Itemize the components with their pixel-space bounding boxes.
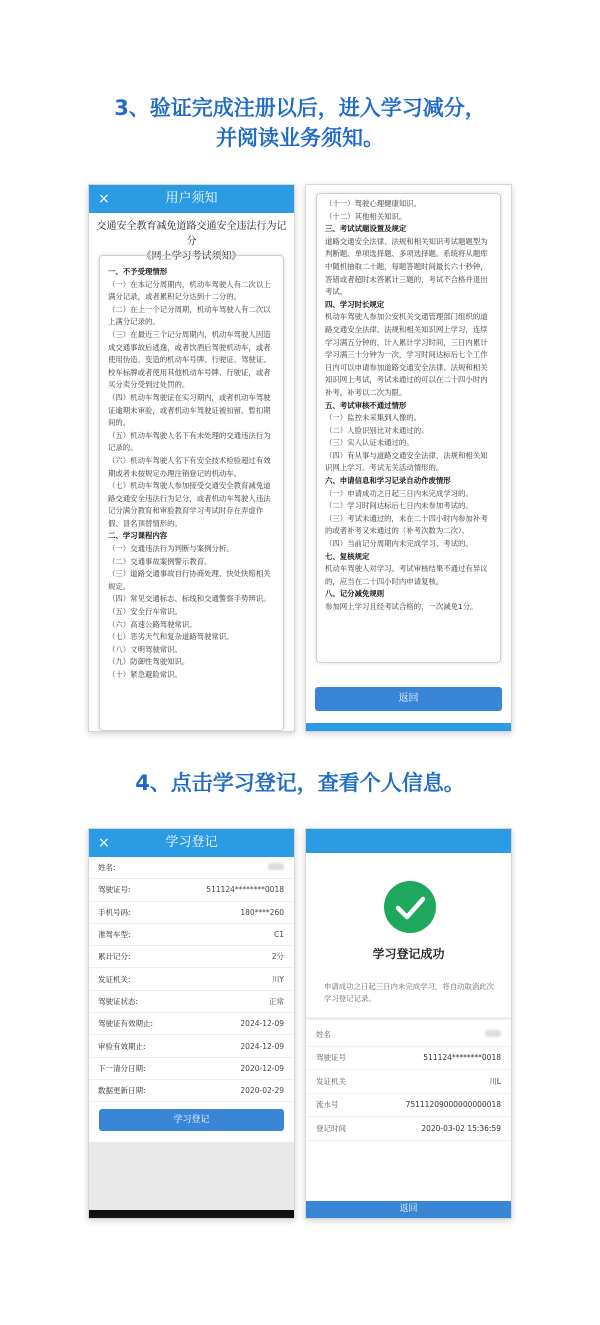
notice-rule-line: 使用伪造、变造的机动车号牌、行驶证、驾驶证、 [108, 355, 271, 365]
success-info-row-value: 2020-03-02 15:36:59 [421, 1123, 501, 1133]
notice_cont-rule-line: 机动车驾驶人对学习、考试审核结果不通过有异议 [325, 564, 488, 574]
notice_cont-rule-line: 机动车驾驶人参加公安机关交通管理部门组织的道 [325, 312, 488, 322]
notice_cont-rule-line: 考试。 [325, 287, 348, 297]
notice-rule-line: （五）机动车驾驶人名下有未处理的交通违法行为 [108, 430, 271, 440]
notice_cont-rule-line: 判断题、单项选择题、多项选择题。系统将从题库 [325, 249, 488, 259]
notice_cont-section-heading: 五、考试审核不通过情形 [325, 400, 407, 410]
register-info-row-label: 数据更新日期: [98, 1086, 146, 1096]
notice_cont-rule-line: 的或者补考又未通过的（补考次数为二次）。 [325, 526, 470, 536]
register-info-row-value: 川Y [271, 974, 284, 984]
register-info-row-label: 姓名: [98, 863, 116, 873]
register-info-row-value: 正常 [269, 996, 284, 1006]
notice_cont-rule-line: 答错或者超时未答累计三题的，考试不合格并退出 [325, 274, 488, 284]
success-info-row [306, 1117, 511, 1141]
notice-rule-line: 证逾期未审验，或者机动车驾驶证被扣留、暂扣期 [108, 405, 271, 415]
back-button[interactable]: 返回 [315, 687, 502, 711]
notice-content-box[interactable] [99, 255, 284, 731]
study-register-button[interactable]: 学习登记 [99, 1109, 284, 1131]
notice_cont-section-heading: 七、复核规定 [325, 551, 370, 561]
register-info-row [89, 857, 294, 879]
register-info-row [89, 902, 294, 924]
success-info-row-value: 川L [489, 1076, 501, 1086]
register-info-row-label: 审验有效期止: [98, 1041, 146, 1051]
register-info-row-value: C1 [273, 930, 284, 940]
notice-rule-line: 记录的。 [108, 443, 138, 453]
register-info-row-value: 2024-12-09 [240, 1041, 284, 1051]
notice_cont-rule-line: （四）有从事与道路交通安全法律、法规和相关知 [325, 450, 488, 460]
notice-rule-line: （五）安全行车常识。 [108, 607, 182, 617]
notice-rule-line: （六）机动车驾驶人名下有安全技术检验超过有效 [108, 455, 271, 465]
success-title: 学习登记成功 [372, 947, 445, 961]
notice-rule-line: 满分记录，或者累积记分达到十二分的。 [108, 292, 242, 302]
success-info-row-label: 姓名 [316, 1029, 331, 1039]
notice-header-title: 用户须知 [165, 191, 218, 206]
notice_cont-rule-line: 路交通安全法律、法规和相关知识网上学习，连续 [325, 324, 488, 334]
step4-heading [0, 768, 600, 798]
divider [306, 1017, 511, 1020]
notice-rule-line: 间的。 [108, 418, 131, 428]
notice_cont-rule-line: （十一）驾驶心理健康知识。 [325, 199, 422, 208]
checkmark-icon [384, 881, 436, 933]
notice-continued-box[interactable] [316, 193, 501, 663]
register-header-title: 学习登记 [165, 835, 218, 850]
notice-rule-line: 路交通安全违法行为记分，或者机动车驾驶人违法 [108, 493, 271, 503]
success-info-row-value: 75111209000000000018 [405, 1100, 501, 1110]
notice_cont-rule-line: （十二）其他相关知识。 [325, 211, 407, 221]
register-info-row-label: 手机号码: [98, 907, 131, 917]
success-info-row [306, 1047, 511, 1071]
notice-rule-line: （九）防御性驾驶知识。 [108, 657, 190, 667]
success-info-row-value [485, 1030, 501, 1039]
notice-rule-line: （二）在上一个记分周期，机动车驾驶人有二次以 [108, 304, 271, 314]
step3-heading-line2: 并阅读业务须知。 [216, 126, 384, 150]
success-description: 申请成功之日起三日内未完成学习，将自动取消此次学习登记记录。 [324, 982, 494, 1003]
register-info-row-value: 511124********0018 [206, 885, 284, 895]
success-info-row-value: 511124********0018 [423, 1053, 501, 1063]
notice_cont-section-heading: 三、考试试题设置及规定 [325, 224, 407, 234]
notice-header-bar [89, 185, 294, 213]
success-info-row [306, 1070, 511, 1094]
notice-rule-line: 成交通事故后逃逸，或者饮酒后驾驶机动车，或者 [108, 342, 271, 352]
register-info-row-label: 发证机关: [98, 974, 131, 984]
notice-rule-line: 记分满分教育和审验教育学习考试时存在弄虚作 [108, 506, 264, 516]
close-icon[interactable]: × [98, 835, 110, 851]
notice-rule-line: 假、冒名顶替情形的。 [108, 518, 182, 528]
success-header-bar [306, 829, 511, 853]
notice_cont-rule-line: 参加网上学习且经考试合格的，一次减免1分。 [325, 602, 478, 611]
notice-continued-screen [305, 184, 512, 732]
register-info-row-value: 2024-12-09 [240, 1019, 284, 1029]
notice-rule-line: （一）在本记分周期内，机动车驾驶人有二次以上 [108, 279, 271, 289]
register-info-row-value: 2020-12-09 [240, 1063, 284, 1073]
close-icon[interactable]: × [98, 191, 110, 207]
notice_cont-rule-line: 日内可以申请参加道路交通安全法律、法规和相关 [325, 362, 488, 372]
notice-rule-line: （八）文明驾驶常识。 [108, 644, 182, 654]
notice-rule-line: （二）交通事故案例警示教育。 [108, 556, 212, 566]
notice_cont-rule-line: （一）申请成功之日起三日内未完成学习的。 [325, 488, 473, 498]
notice_cont-rule-line: （一）监控未采集到人像的。 [325, 413, 422, 423]
register-info-row-label: 累计记分: [98, 952, 131, 962]
register-info-row-value: 2020-02-29 [240, 1086, 284, 1096]
notice_cont-rule-line: （四）当前记分周期内未完成学习、考试的。 [325, 539, 473, 549]
register-header-bar [89, 829, 294, 857]
step4-heading-line1: 4、点击学习登记，查看个人信息。 [135, 771, 465, 795]
notice-rule-line: （一）交通违法行为判断与案例分析。 [108, 544, 234, 554]
notice_cont-section-heading: 六、申请信息和学习记录自动作废情形 [325, 476, 451, 486]
success-info-row-label: 驾驶证号 [316, 1053, 346, 1063]
notice-rule-line: （三）在最近三个记分周期内，机动车驾驶人因造 [108, 329, 271, 339]
notice_cont-rule-line: 补考，补考以二次为限。 [325, 387, 407, 397]
notice-section-heading: 二、学习课程内容 [108, 531, 168, 541]
register-info-row [89, 946, 294, 968]
register-screen [88, 828, 295, 1219]
notice-rule-line: 校车标牌或者使用其他机动车号牌、行驶证，或者 [108, 367, 271, 377]
register-info-row-value: 2分 [271, 952, 284, 962]
success-info-list [306, 1023, 511, 1141]
bottom-bar [89, 1210, 294, 1218]
register-info-row [89, 968, 294, 990]
register-info-row-label: 驾驶证状态: [98, 996, 139, 1006]
register-button-wrap [89, 1102, 294, 1142]
register-info-row [89, 1035, 294, 1057]
notice_cont-rule-line: （三）考试未通过的，未在二十四小时内参加补考 [325, 513, 488, 523]
success-back-button[interactable]: 返回 [306, 1201, 511, 1218]
redacted-name [268, 863, 284, 870]
redacted-name [485, 1030, 501, 1037]
notice-rule-line: 规定。 [108, 581, 131, 591]
notice-rule-line: （四）机动车驾驶证在实习期内，或者机动车驾驶 [108, 392, 271, 402]
success-info-row-label: 发证机关 [316, 1076, 346, 1086]
step3-heading [0, 93, 600, 153]
notice-rule-line: 买分卖分受到过处罚的。 [108, 380, 190, 390]
notice_cont-rule-line: 识网上学习、考试无关活动情形的。 [325, 463, 444, 473]
register-info-row-value [268, 863, 284, 872]
register-info-row [89, 1058, 294, 1080]
register-info-row [89, 1080, 294, 1102]
notice-rule-line: （三）道路交通事故自行协商处理、快处快赔相关 [108, 569, 271, 579]
notice-title-line1: 交通安全教育减免道路交通安全违法行为记分 [96, 221, 287, 247]
notice_cont-rule-line: 学习满三十分钟为一次，学习时间达标后七个工作 [325, 350, 488, 360]
success-info-row-label: 流水号 [316, 1100, 339, 1110]
register-info-row-label: 驾驶证号: [98, 885, 131, 895]
notice_cont-section-heading: 四、学习时长规定 [325, 299, 385, 309]
notice-rule-line: （六）高速公路驾驶常识。 [108, 619, 197, 629]
bottom-strip [306, 723, 511, 731]
register-info-row [89, 924, 294, 946]
step3-heading-line1: 3、验证完成注册以后，进入学习减分， [114, 96, 486, 120]
success-info-row-label: 登记时间 [316, 1123, 346, 1133]
notice-rule-line: 上满分记录的。 [108, 317, 160, 327]
notice-screen [88, 184, 295, 732]
notice-rule-line: （十）紧急避险常识。 [108, 670, 182, 679]
notice-rule-line: （七）恶劣天气和复杂道路驾驶常识。 [108, 632, 234, 642]
notice_cont-rule-line: 中随机抽取二十题，每题答题时间最长六十秒钟， [325, 261, 488, 271]
register-info-row-label: 准驾车型: [98, 930, 131, 940]
notice_cont-rule-line: （三）实人认证未通过的。 [325, 438, 414, 448]
register-info-row-label: 下一清分日期: [98, 1063, 146, 1073]
success-info-row [306, 1094, 511, 1118]
notice-rule-line: （四）常见交通标志、标线和交通警察手势辨识。 [108, 594, 271, 604]
notice_cont-section-heading: 八、记分减免规则 [325, 589, 385, 599]
notice_cont-rule-line: 学习满五分钟的，计入累计学习时间，三日内累计 [325, 337, 488, 347]
notice-rule-line: 期或者未按规定办理注销登记的机动车。 [108, 468, 242, 478]
register-info-row-label: 驾驶证有效期止: [98, 1019, 154, 1029]
notice-title-line2: 《网上学习考试须知》 [141, 251, 242, 262]
notice-section-heading: 一、不予受理情形 [108, 267, 168, 276]
register-info-row [89, 991, 294, 1013]
notice-rule-line: （七）机动车驾驶人参加接受交通安全教育减免道 [108, 481, 271, 491]
register-info-row-value: 180****260 [240, 907, 284, 917]
notice_cont-rule-line: （二）学习时间达标后七日内未参加考试的。 [325, 501, 473, 511]
notice_cont-rule-line: 知识网上考试，考试未通过的可以在二十四小时内 [325, 375, 488, 385]
notice_cont-rule-line: 的，应当在二十四小时内申请复核。 [325, 576, 444, 586]
register-info-list [89, 857, 294, 1102]
register-info-row [89, 1013, 294, 1035]
register-info-row [89, 879, 294, 901]
notice_cont-rule-line: 道路交通安全法律、法规和相关知识考试题题型为 [325, 236, 488, 246]
success-screen [305, 828, 512, 1219]
notice_cont-rule-line: （二）人脸识别比对未通过的。 [325, 425, 429, 435]
success-info-row [306, 1023, 511, 1047]
